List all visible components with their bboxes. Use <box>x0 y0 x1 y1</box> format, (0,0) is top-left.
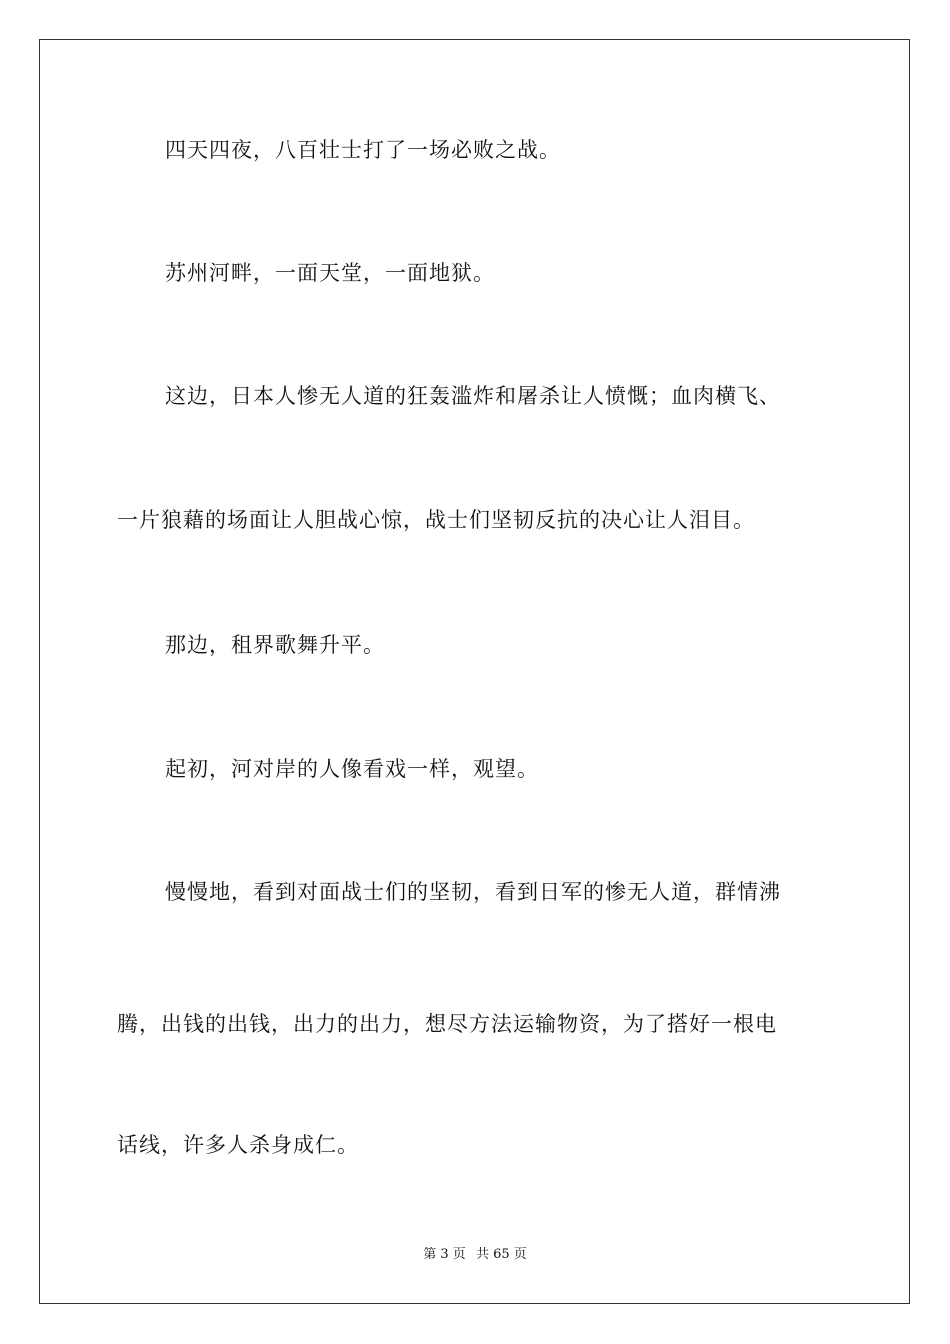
paragraph-line: 这边，日本人惨无人道的狂轰滥炸和屠杀让人愤慨；血肉横飞、 <box>165 384 781 408</box>
paragraph-line: 四天四夜，八百壮士打了一场必败之战。 <box>165 138 561 162</box>
paragraph-line: 腾，出钱的出钱，出力的出力，想尽方法运输物资，为了搭好一根电 <box>117 1012 777 1036</box>
paragraph-line: 起初，河对岸的人像看戏一样，观望。 <box>165 757 539 781</box>
paragraph-line: 一片狼藉的场面让人胆战心惊，战士们坚韧反抗的决心让人泪目。 <box>117 508 755 532</box>
paragraph-line: 慢慢地，看到对面战士们的坚韧，看到日军的惨无人道，群情沸 <box>165 880 781 904</box>
paragraph-line: 话线，许多人杀身成仁。 <box>117 1133 359 1157</box>
total-pages: 共 65 页 <box>475 1247 527 1262</box>
page-footer <box>0 1246 950 1264</box>
page-number: 第 3 页 <box>423 1247 466 1262</box>
paragraph-line: 那边，租界歌舞升平。 <box>165 633 385 657</box>
paragraph-line: 苏州河畔，一面天堂，一面地狱。 <box>165 261 495 285</box>
page-frame <box>39 39 910 1304</box>
